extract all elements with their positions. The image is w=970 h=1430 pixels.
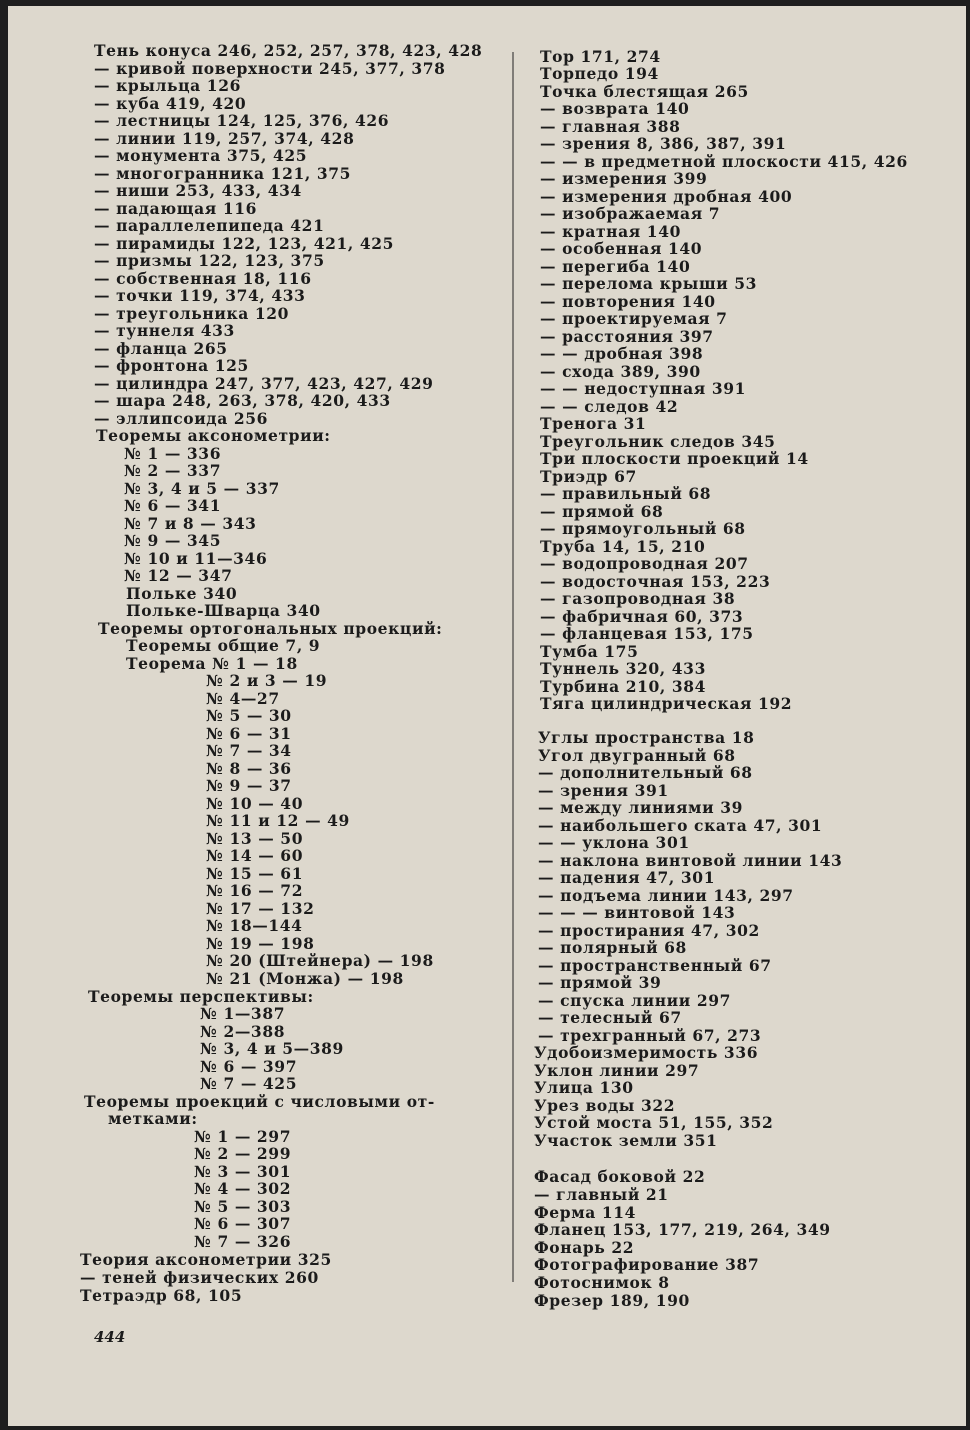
- index-entry: — эллипсоида 256: [94, 409, 269, 428]
- index-entry: № 21 (Монжа) — 198: [206, 969, 404, 988]
- index-entry: — пирамиды 122, 123, 421, 425: [94, 234, 395, 253]
- index-entry: — — — винтовой 143: [538, 903, 736, 922]
- index-entry: — прямой 39: [538, 973, 662, 992]
- index-entry: № 8 — 36: [206, 759, 292, 778]
- index-entry: — особенная 140: [540, 239, 703, 258]
- index-entry: Теоремы перспективы:: [88, 987, 314, 1006]
- index-entry: Урез воды 322: [534, 1096, 676, 1115]
- index-entry: — перегиба 140: [540, 257, 691, 276]
- column-divider: [512, 52, 514, 1282]
- index-entry: № 5 — 303: [194, 1197, 292, 1216]
- index-entry: — кривой поверхности 245, 377, 378: [94, 59, 446, 78]
- index-entry: — проектируемая 7: [540, 309, 728, 328]
- index-entry: № 1 — 297: [194, 1127, 292, 1146]
- index-entry: — теней физических 260: [80, 1268, 319, 1287]
- index-entry: № 10 и 11—346: [124, 549, 268, 568]
- index-entry: Ферма 114: [534, 1203, 637, 1222]
- index-entry: № 10 — 40: [206, 794, 304, 813]
- index-entry: — прямоугольный 68: [540, 519, 746, 538]
- index-entry: — повторения 140: [540, 292, 716, 311]
- index-entry: № 1—387: [200, 1004, 286, 1023]
- index-entry: — полярный 68: [538, 938, 687, 957]
- index-entry: — подъема линии 143, 297: [538, 886, 794, 905]
- index-entry: — собственная 18, 116: [94, 269, 312, 288]
- index-entry: — водосточная 153, 223: [540, 572, 771, 591]
- index-entry: Тень конуса 246, 252, 257, 378, 423, 428: [94, 41, 483, 60]
- index-entry: Турбина 210, 384: [540, 677, 707, 696]
- index-entry: — газопроводная 38: [540, 589, 736, 608]
- index-entry: № 2 — 299: [194, 1144, 292, 1163]
- index-entry: — пространственный 67: [538, 956, 772, 975]
- index-entry: — зрения 8, 386, 387, 391: [540, 134, 787, 153]
- index-entry: — ниши 253, 433, 434: [94, 181, 302, 200]
- index-entry: — наклона винтовой линии 143: [538, 851, 843, 870]
- index-entry: № 2 и 3 — 19: [206, 671, 328, 690]
- index-entry: Угол двугранный 68: [538, 746, 736, 765]
- index-entry: — спуска линии 297: [538, 991, 731, 1010]
- index-entry: № 3 — 301: [194, 1162, 292, 1181]
- index-entry: — треугольника 120: [94, 304, 290, 323]
- index-entry: — падения 47, 301: [538, 868, 716, 887]
- index-entry: — многогранника 121, 375: [94, 164, 351, 183]
- index-entry: Теоремы ортогональных проекций:: [98, 619, 443, 638]
- index-entry: — линии 119, 257, 374, 428: [94, 129, 355, 148]
- index-entry: Труба 14, 15, 210: [540, 537, 706, 556]
- index-entry: № 14 — 60: [206, 846, 304, 865]
- index-entry: — измерения 399: [540, 169, 708, 188]
- index-entry: Теоремы проекций с числовыми от-: [84, 1092, 435, 1111]
- index-entry: № 4—27: [206, 689, 280, 708]
- index-entry: Триэдр 67: [540, 467, 637, 486]
- index-entry: — между линиями 39: [538, 798, 743, 817]
- index-entry: — шара 248, 263, 378, 420, 433: [94, 391, 391, 410]
- index-entry: № 12 — 347: [124, 566, 233, 585]
- index-entry: № 7 — 34: [206, 741, 292, 760]
- index-entry: — наибольшего ската 47, 301: [538, 816, 823, 835]
- index-entry: — расстояния 397: [540, 327, 714, 346]
- index-entry: № 9 — 345: [124, 531, 222, 550]
- index-entry: Теоремы аксонометрии:: [96, 426, 331, 445]
- index-entry: — туннеля 433: [94, 321, 235, 340]
- index-entry: Углы пространства 18: [538, 728, 755, 747]
- index-entry: — водопроводная 207: [540, 554, 749, 573]
- index-entry: — лестницы 124, 125, 376, 426: [94, 111, 390, 130]
- index-entry: — главный 21: [534, 1185, 669, 1204]
- index-entry: Тумба 175: [540, 642, 639, 661]
- index-entry: — кратная 140: [540, 222, 681, 241]
- index-entry: — точки 119, 374, 433: [94, 286, 306, 305]
- index-entry: — перелома крыши 53: [540, 274, 758, 293]
- index-entry: метками:: [108, 1109, 198, 1128]
- index-entry: Фотоснимок 8: [534, 1273, 670, 1292]
- index-entry: — фабричная 60, 373: [540, 607, 744, 626]
- index-entry: — куба 419, 420: [94, 94, 247, 113]
- index-entry: — измерения дробная 400: [540, 187, 793, 206]
- index-entry: Улица 130: [534, 1078, 634, 1097]
- index-entry: Фланец 153, 177, 219, 264, 349: [534, 1220, 831, 1239]
- index-entry: № 6 — 31: [206, 724, 292, 743]
- index-entry: — фланцевая 153, 175: [540, 624, 754, 643]
- index-entry: — правильный 68: [540, 484, 712, 503]
- page-number: 444: [94, 1328, 126, 1346]
- index-entry: Тетраэдр 68, 105: [80, 1286, 243, 1305]
- index-entry: Участок земли 351: [534, 1131, 718, 1150]
- index-entry: № 11 и 12 — 49: [206, 811, 350, 830]
- index-entry: Торпедо 194: [540, 64, 659, 83]
- index-entry: Фонарь 22: [534, 1238, 635, 1257]
- index-entry: Тор 171, 274: [540, 47, 661, 66]
- index-entry: № 6 — 307: [194, 1214, 292, 1233]
- index-page: [8, 6, 966, 1426]
- index-entry: — параллелепипеда 421: [94, 216, 325, 235]
- index-entry: — схода 389, 390: [540, 362, 701, 381]
- index-entry: № 5 — 30: [206, 706, 292, 725]
- index-entry: — — дробная 398: [540, 344, 704, 363]
- index-entry: Фотографирование 387: [534, 1255, 760, 1274]
- index-entry: № 15 — 61: [206, 864, 304, 883]
- index-entry: № 4 — 302: [194, 1179, 292, 1198]
- index-entry: — — следов 42: [540, 397, 679, 416]
- index-entry: Три плоскости проекций 14: [540, 449, 809, 468]
- index-entry: — призмы 122, 123, 375: [94, 251, 325, 270]
- index-entry: — — недоступная 391: [540, 379, 746, 398]
- index-entry: Точка блестящая 265: [540, 82, 749, 101]
- index-entry: № 1 — 336: [124, 444, 222, 463]
- index-entry: — монумента 375, 425: [94, 146, 308, 165]
- index-entry: — прямой 68: [540, 502, 664, 521]
- index-entry: — трехгранный 67, 273: [538, 1026, 762, 1045]
- index-entry: Польке-Шварца 340: [126, 601, 321, 620]
- index-entry: Теория аксонометрии 325: [80, 1250, 332, 1269]
- index-entry: — телесный 67: [538, 1008, 682, 1027]
- index-entry: — цилиндра 247, 377, 423, 427, 429: [94, 374, 434, 393]
- index-entry: № 6 — 397: [200, 1057, 298, 1076]
- index-entry: № 6 — 341: [124, 496, 222, 515]
- index-entry: № 18—144: [206, 916, 303, 935]
- index-entry: Удобоизмеримость 336: [534, 1043, 759, 1062]
- index-entry: № 3, 4 и 5 — 337: [124, 479, 280, 498]
- index-entry: Тяга цилиндрическая 192: [540, 694, 793, 713]
- index-entry: — зрения 391: [538, 781, 669, 800]
- index-entry: № 7 — 425: [200, 1074, 298, 1093]
- index-entry: № 3, 4 и 5—389: [200, 1039, 344, 1058]
- index-entry: — фланца 265: [94, 339, 228, 358]
- index-entry: Теорема № 1 — 18: [126, 654, 298, 673]
- index-entry: Треугольник следов 345: [540, 432, 776, 451]
- index-entry: Польке 340: [126, 584, 238, 603]
- index-entry: — фронтона 125: [94, 356, 249, 375]
- index-entry: № 13 — 50: [206, 829, 304, 848]
- index-entry: Туннель 320, 433: [540, 659, 706, 678]
- index-entry: № 2—388: [200, 1022, 286, 1041]
- index-entry: — главная 388: [540, 117, 681, 136]
- index-entry: № 2 — 337: [124, 461, 222, 480]
- index-entry: № 7 и 8 — 343: [124, 514, 257, 533]
- index-entry: № 9 — 37: [206, 776, 292, 795]
- index-entry: — простирания 47, 302: [538, 921, 760, 940]
- index-entry: № 20 (Штейнера) — 198: [206, 951, 434, 970]
- index-entry: № 16 — 72: [206, 881, 304, 900]
- index-entry: — — уклона 301: [538, 833, 690, 852]
- index-entry: № 17 — 132: [206, 899, 315, 918]
- index-entry: — изображаемая 7: [540, 204, 721, 223]
- index-entry: — дополнительный 68: [538, 763, 753, 782]
- index-entry: Фасад боковой 22: [534, 1167, 706, 1186]
- index-entry: Теоремы общие 7, 9: [126, 636, 321, 655]
- index-entry: № 7 — 326: [194, 1232, 292, 1251]
- index-entry: — — в предметной плоскости 415, 426: [540, 152, 908, 171]
- index-entry: № 19 — 198: [206, 934, 315, 953]
- index-entry: — падающая 116: [94, 199, 257, 218]
- index-entry: — крыльца 126: [94, 76, 241, 95]
- index-entry: Фрезер 189, 190: [534, 1291, 690, 1310]
- index-entry: Устой моста 51, 155, 352: [534, 1113, 774, 1132]
- index-entry: Тренога 31: [540, 414, 647, 433]
- index-entry: Уклон линии 297: [534, 1061, 700, 1080]
- index-entry: — возврата 140: [540, 99, 690, 118]
